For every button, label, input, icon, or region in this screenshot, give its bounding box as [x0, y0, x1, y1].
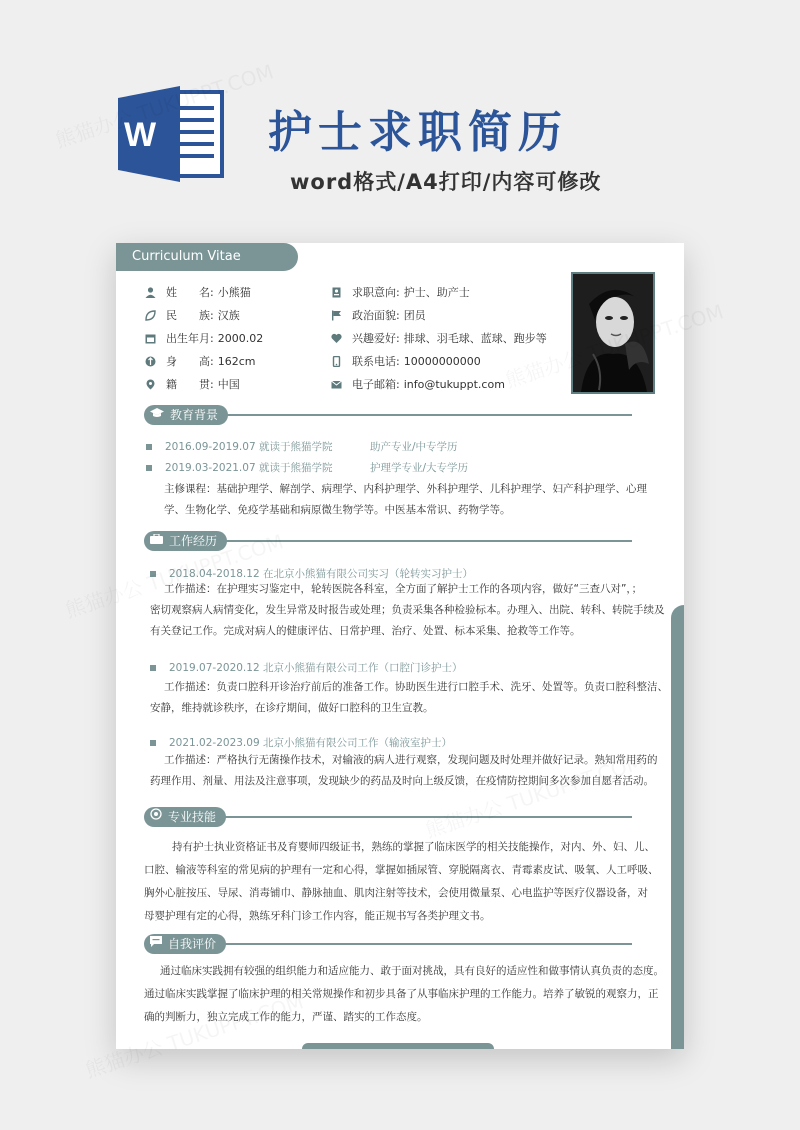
phone-value: 10000000000: [403, 354, 481, 368]
self-eval-text: [144, 960, 672, 1029]
self-eval-line: 确的判断力，独立完成工作的能力，严谨、踏实的工作态度。: [144, 1011, 428, 1023]
cv-tab-label: Curriculum Vitae: [116, 243, 298, 271]
job-line: 有关登记工作。完成对病人的健康评估、日常护理、治疗、处置、标本采集、抢救等工作等。: [150, 625, 581, 637]
self-eval-divider: [224, 943, 632, 945]
profile-photo: [571, 272, 655, 394]
location-pin-icon: [142, 379, 158, 390]
skills-line: 胸外心脏按压、导尿、消毒铺巾、静脉抽血、肌肉注射等技术，会使用微量泵、心电监护等医疗仪器设备，对: [144, 887, 648, 899]
self-eval-title: 自我评价: [168, 937, 217, 951]
info-political: [328, 307, 426, 323]
self-eval-section-header: [144, 934, 226, 954]
political-label: 政治面貌:: [352, 309, 400, 322]
leaf-icon: [142, 310, 158, 321]
origin-label: 籍 贯:: [166, 378, 214, 391]
hobby-value: 排球、羽毛球、蓝球、跑步等: [403, 332, 547, 345]
courses-line: 学、生物化学、免疫学基础和病原微生物学等。中医基本常识、药物学等。: [164, 504, 511, 516]
education-major: [370, 439, 458, 454]
job-line: 安静，维持就诊秩序，在诊疗期间，做好口腔科的卫生宣教。: [150, 702, 434, 714]
word-document-icon: [118, 86, 228, 182]
person-icon: [142, 287, 158, 298]
info-hobby: [328, 330, 547, 346]
job-line: 工作描述：严格执行无菌操作技术，对输液的病人进行观察，发现问题及时处理并做好记录。熟知常用药的: [164, 754, 658, 766]
skills-pill: [144, 807, 226, 827]
info-ethnic: [142, 307, 240, 323]
courses-line: 主修课程：基础护理学、解剖学、病理学、内科护理学、外科护理学、儿科护理学、妇产科护理学、心理: [164, 483, 647, 495]
work-divider: [224, 540, 632, 542]
birth-label: 出生年月:: [166, 332, 214, 345]
political-value: 团员: [403, 309, 426, 322]
info-phone: [328, 353, 481, 369]
graduation-cap-icon: [150, 405, 164, 425]
info-email: [328, 376, 505, 392]
phone-label: 联系电话:: [352, 355, 400, 368]
education-major-text: 助产专业/中专学历: [370, 441, 458, 453]
info-height: [142, 353, 255, 369]
education-item: [146, 460, 332, 475]
svg-text:W: W: [124, 116, 157, 154]
job-description: [150, 750, 670, 792]
education-pill: [144, 405, 228, 425]
page-subtitle: word格式/A4打印/内容可修改: [290, 170, 602, 194]
skills-line: 口腔、输液等科室的常见病的护理有一定和心得，掌握如插尿管、穿脱隔离衣、青霉素皮试、吸氧、人工呼吸、: [144, 864, 659, 876]
page-title: 护士求职简历: [268, 107, 568, 158]
education-title: 教育背景: [170, 408, 219, 422]
self-eval-line: 通过临床实践拥有较强的组织能力和适应能力、敢于面对挑战，具有良好的适应性和做事情认真负责的态度。: [160, 965, 664, 977]
bullet-square: [146, 444, 152, 450]
ethnic-value: 汉族: [217, 309, 240, 322]
education-period: 2019.03-2021.07 就读于熊猫学院: [165, 462, 333, 474]
skills-section-header: [144, 807, 226, 827]
self-eval-pill: [144, 934, 226, 954]
intent-label: 求职意向:: [352, 286, 400, 299]
mail-icon: [328, 379, 344, 390]
badge-icon: [328, 287, 344, 298]
job-header-text: 2021.02-2023.09 北京小熊猫有限公司工作（输液室护士）: [169, 737, 452, 749]
info-origin: [142, 376, 240, 392]
origin-value: 中国: [217, 378, 240, 391]
job-line: 工作描述：负责口腔科开诊治疗前后的准备工作。协助医生进行口腔手术、洗牙、处置等。负责口腔科整洁、: [164, 681, 668, 693]
skills-line: 持有护士执业资格证书及育婴师四级证书，熟练的掌握了临床医学的相关技能操作，对内、外、妇、儿、: [172, 841, 655, 853]
work-pill: [144, 531, 227, 551]
work-title: 工作经历: [169, 534, 218, 548]
name-value: 小熊猫: [217, 286, 251, 299]
skills-divider: [224, 816, 632, 818]
job-header-text: 2019.07-2020.12 北京小熊猫有限公司工作（口腔门诊护士）: [169, 662, 463, 674]
decorative-side-bar: [671, 605, 684, 1049]
work-section-header: [144, 531, 227, 551]
heart-icon: [328, 333, 344, 344]
job-line: 工作描述：在护理实习鉴定中，轮转医院各科室，全方面了解护士工作的各项内容，做好“三查八对”，；: [164, 583, 643, 595]
bullet-square: [146, 465, 152, 471]
height-icon: [142, 356, 158, 367]
education-period: 2016.09-2019.07 就读于熊猫学院: [165, 441, 333, 453]
job-description: [150, 677, 670, 719]
education-major: [370, 460, 468, 475]
bullet-square: [150, 571, 156, 577]
self-eval-line: 通过临床实践掌握了临床护理的相关常规操作和初步具备了从事临床护理的工作能力。培养了敏锐的观察力，正: [144, 988, 659, 1000]
hobby-label: 兴趣爱好:: [352, 332, 400, 345]
info-intent: [328, 284, 470, 300]
ethnic-label: 民 族:: [166, 309, 214, 322]
phone-icon: [328, 356, 344, 367]
calendar-icon: [142, 333, 158, 344]
job-header: [150, 660, 462, 675]
skills-title: 专业技能: [168, 810, 217, 824]
bullet-square: [150, 740, 156, 746]
birth-value: 2000.02: [217, 331, 264, 345]
job-line: 药理作用、剂量、用法及注意事项，发现缺少的药品及时向上级反馈，在疫情防控期间多次参加自愿者活动。: [150, 775, 654, 787]
height-label: 身 高:: [166, 355, 214, 368]
education-item: [146, 439, 332, 454]
email-value: info@tukuppt.com: [403, 377, 505, 391]
name-label: 姓 名:: [166, 286, 214, 299]
education-major-text: 护理学专业/大专学历: [370, 462, 469, 474]
intent-value: 护士、助产士: [403, 286, 470, 299]
job-description: [150, 579, 670, 642]
job-header: [150, 735, 452, 750]
bottom-decoration: [302, 1043, 494, 1049]
job-line: 密切观察病人病情变化，发生异常及时报告或处理；负责采集各种检验标本。办理入、出院、转科、转院手续及: [150, 604, 665, 616]
briefcase-icon: [150, 531, 163, 551]
education-section-header: [144, 405, 228, 425]
bullet-square: [150, 665, 156, 671]
chat-bubble-icon: [150, 934, 162, 954]
email-label: 电子邮箱:: [352, 378, 400, 391]
courses-text: [164, 479, 664, 521]
gear-icon: [150, 807, 162, 827]
info-birth: [142, 330, 263, 346]
job-header-text: 2018.04-2018.12 在北京小熊猫有限公司实习（轮转实习护士）: [169, 568, 473, 580]
education-divider: [224, 414, 632, 416]
skills-line: 母婴护理有定的心得，熟练牙科门诊工作内容，能正规书写各类护理文书。: [144, 910, 491, 922]
resume-sheet: [116, 243, 684, 1049]
height-value: 162cm: [217, 354, 256, 368]
info-name: [142, 284, 251, 300]
skills-text: [144, 836, 672, 928]
flag-icon: [328, 310, 344, 321]
